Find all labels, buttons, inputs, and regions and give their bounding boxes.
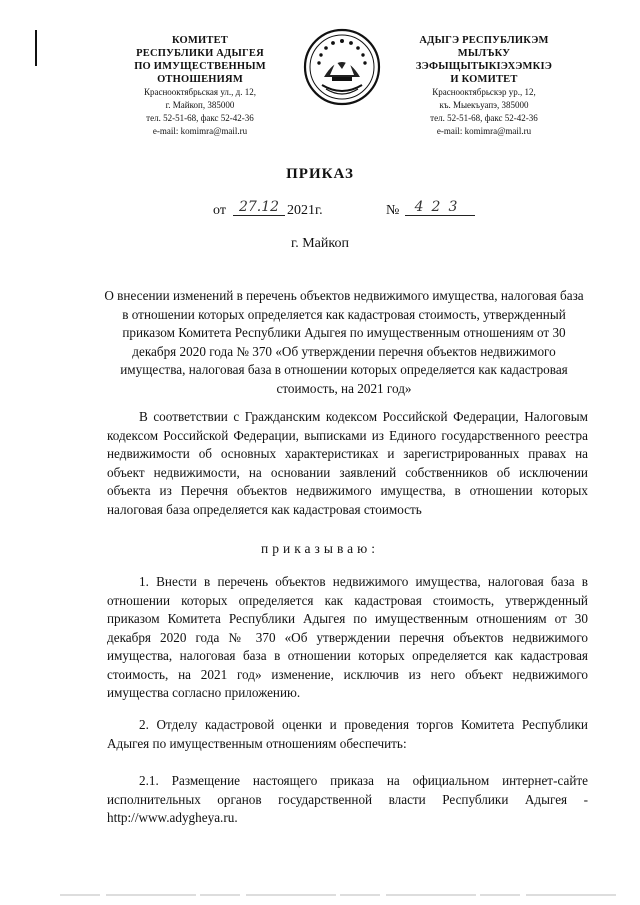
- org-city-ady: къ. Мыекъуапэ, 385000: [439, 100, 529, 110]
- org-phone-ady: тел. 52-51-68, факс 52-42-36: [430, 113, 538, 123]
- org-name-ady-3: И КОМИТЕТ: [450, 74, 518, 85]
- org-name-ady-2: МЫЛЪКУ ЗЭФЫЩЫТЫКІЭХЭМКІЭ: [415, 48, 553, 72]
- org-city-ru: г. Майкоп, 385000: [165, 100, 235, 110]
- org-name-ady-1: АДЫГЭ РЕСПУБЛИКЭМ: [419, 35, 549, 46]
- preamble-paragraph: В соответствии с Гражданским кодексом Российской Федерации, Налоговым кодексом Российской Федерации, выписками из Единого государственного реестра недвижимости об основных характеристиках и зарегистрированных правах на объект недвижимости, на основании заявлений собственников об исключении объекта из Перечня объектов недвижимого имущества, в отношении которых налоговая база определяется как кадастровая стоимость: [107, 409, 588, 517]
- org-phone-ru: тел. 52-51-68, факс 52-42-36: [146, 113, 254, 123]
- number-prefix: №: [386, 203, 400, 218]
- order-word: приказываю:: [261, 541, 379, 556]
- header-right: [408, 34, 560, 138]
- document-subject: О внесении изменений в перечень объектов недвижимого имущества, налоговая база в отношении которых определяется как кадастровая стоимость, утвержденный приказом Комитета Республики Адыгея по имущественным отношениям от 30 декабря 2020 года № 370 «Об утверждении перечня объектов недвижимого имущества, налоговая база в отношении которых определяется как кадастровая стоимость, на 2021 год»: [104, 288, 584, 396]
- date-suffix: 2021г.: [287, 203, 323, 218]
- order-item-1: 1. Внести в перечень объектов недвижимого имущества, налоговая база в отношении которых определяется как кадастровая стоимость, утвержденный приказом Комитета Республики Адыгея по имущественным отношениям от 30 декабря 2020 года № 370 «Об утверждении перечня объектов недвижимого имущества, налоговая база в отношении которых определяется как кадастровая стоимость, на 2021 год» изменение, исключив из него объект недвижимого имущества согласно приложению.: [107, 574, 588, 700]
- date-number-row: [0, 199, 640, 225]
- header-left: [100, 34, 300, 138]
- org-email-ru: e-mail: komimra@mail.ru: [152, 126, 248, 136]
- document-title: ПРИКАЗ: [286, 166, 354, 182]
- org-address-ady: Краснооктябрьскэр ур., 12,: [432, 87, 536, 97]
- republic-of-adygea-coat-of-arms-icon: [302, 27, 382, 107]
- org-email-ady: e-mail: komimra@mail.ru: [436, 126, 532, 136]
- margin-mark: [33, 28, 39, 68]
- org-address-ru: Краснооктябрьская ул., д. 12,: [144, 87, 256, 97]
- document-city: г. Майкоп: [291, 236, 349, 251]
- org-name-ru-2: РЕСПУБЛИКИ АДЫГЕЯ: [136, 48, 264, 59]
- org-name-ru-1: КОМИТЕТ: [171, 35, 228, 46]
- order-item-2-1: 2.1. Размещение настоящего приказа на официальном интернет-сайте исполнительных органов государственной власти Республики Адыгея - http://www.adygheya.ru.: [107, 773, 588, 825]
- date-handwritten: 27.12: [233, 199, 285, 216]
- org-name-ru-3: ПО ИМУЩЕСТВЕННЫМ ОТНОШЕНИЯМ: [134, 61, 266, 85]
- date-prefix: от: [213, 203, 226, 218]
- scan-edge-line: [0, 892, 640, 898]
- number-handwritten: 423: [405, 199, 475, 216]
- order-item-2: 2. Отделу кадастровой оценки и проведения торгов Комитета Республики Адыгея по имущественным отношениям обеспечить:: [107, 717, 588, 751]
